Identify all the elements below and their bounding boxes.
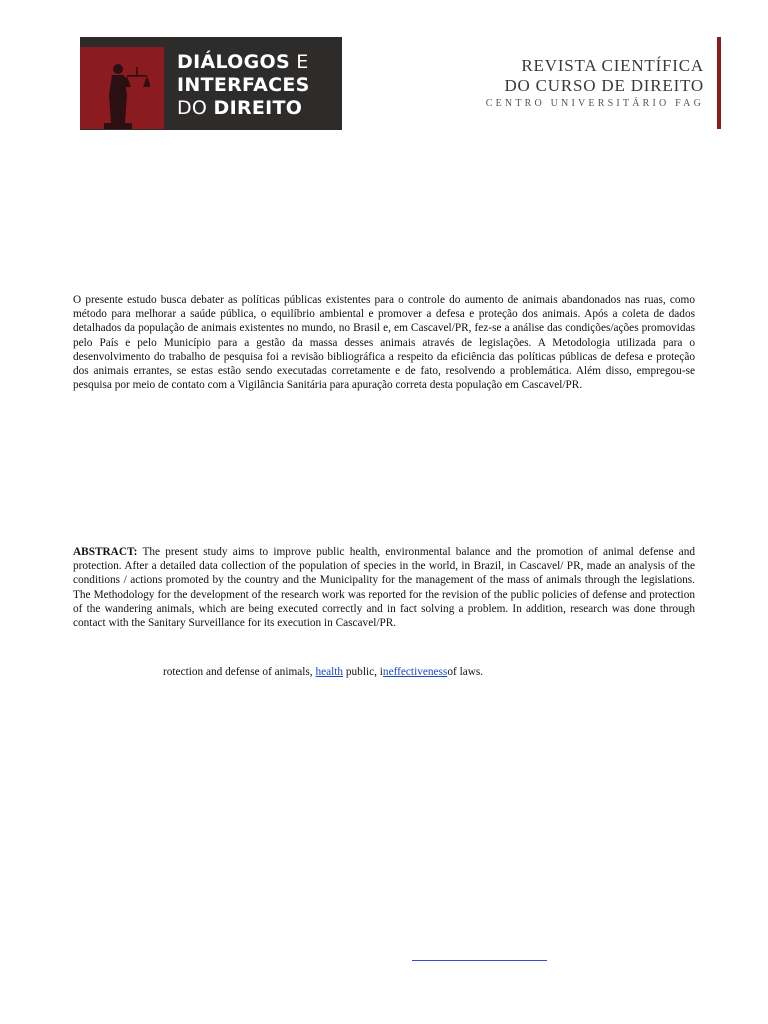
logo-word-direito: DIREITO	[213, 97, 303, 119]
journal-logo	[80, 37, 342, 130]
keywords-text-2: public, i	[343, 666, 383, 678]
keywords-line	[163, 665, 483, 679]
keywords-text-3: of laws.	[447, 666, 484, 678]
logo-word-e: E	[289, 51, 309, 73]
journal-institution: CENTRO UNIVERSITÁRIO FAG	[485, 98, 704, 109]
abstract-label: ABSTRACT:	[73, 546, 138, 558]
logo-word-do: DO	[177, 97, 214, 119]
header-accent-bar	[717, 37, 721, 129]
keyword-link-ineffectiveness[interactable]: neffectiveness	[382, 666, 448, 678]
journal-title-line-1: REVISTA CIENTÍFICA	[521, 56, 704, 75]
journal-title	[486, 56, 704, 112]
logo-wordmark	[177, 51, 310, 120]
justice-statue-icon	[94, 61, 150, 130]
keyword-link-health[interactable]: health	[315, 666, 344, 678]
logo-line-1	[177, 51, 310, 74]
logo-red-panel	[80, 47, 164, 129]
logo-line-3	[177, 97, 310, 120]
footnote-link-underline[interactable]	[412, 960, 547, 961]
journal-title-line-2: DO CURSO DE DIREITO	[504, 76, 704, 95]
logo-line-2: INTERFACES	[177, 74, 310, 96]
abstract-paragraph	[73, 545, 695, 630]
keywords-text-1: rotection and defense of animals,	[163, 666, 316, 678]
resumo-paragraph: O presente estudo busca debater as políticas públicas existentes para o controle do aumento de animais abandonados nas ruas, como método para melhorar a saúde pública, o equilíbrio ambiental e promover a defesa e proteção dos animais. Após a coleta de dados detalhados da população de animais existentes no mundo, no Brasil e, em Cascavel/PR, fez-se a análise das condições/ações promovidas pelo País e pelo Município para a gestão da massa desses animais através de legislações. A Metodologia utilizada para o desenvolvimento do trabalho de pesquisa foi a revisão bibliográfica a respeito da eficiência das políticas públicas de defesa e proteção dos animais errantes, se estas estão sendo executadas corretamente e de fato, resolvendo a problemática. Além disso, empregou-se pesquisa por meio de contato com a Vigilância Sanitária para apuração correta desta população em Cascavel/PR.	[73, 294, 695, 392]
logo-word-dialogos: DIÁLOGOS	[177, 51, 290, 73]
abstract-text: The present study aims to improve public health, environmental balance and the promotion of animal defense and protection. After a detailed data collection of the population of species in the world, in Brazil, in Cascavel/ PR, made an analysis of the conditions / actions promoted by the country and the Municipality for the management of the mass of animals through the legislations. The Methodology for the development of the research work was reported for the revision of the public policies of defense and protection of the wandering animals, which are being executed correctly and in fact solving a problem. In addition, research was done through contact with the Sanitary Surveillance for its execution in Cascavel/PR.	[73, 546, 695, 630]
